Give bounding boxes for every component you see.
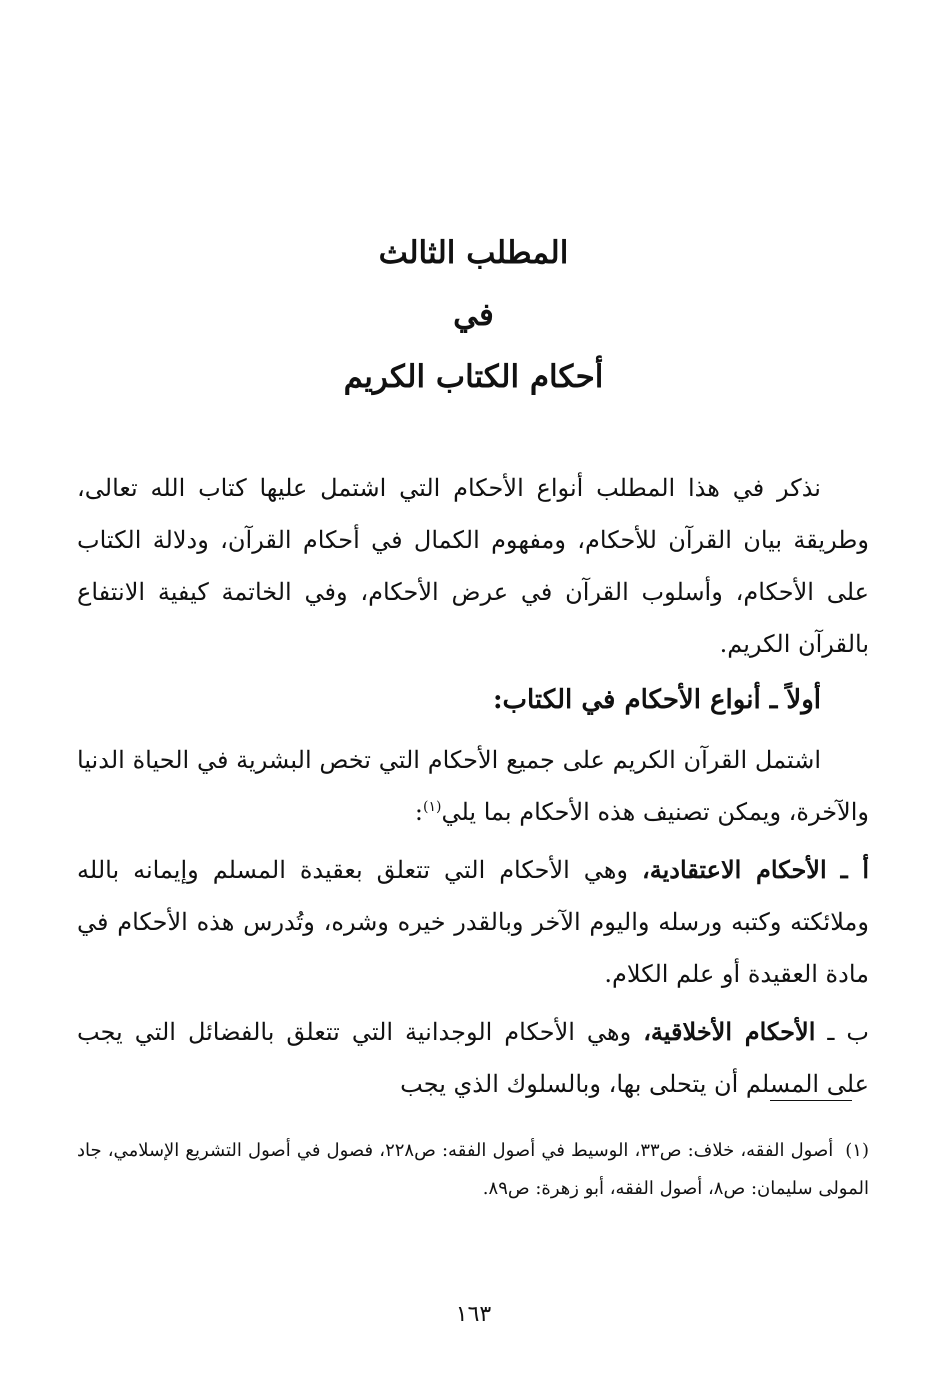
- item-text: وهي الأحكام الوجدانية التي تتعلق بالفضائل التي يجب على المسلم أن يتحلى بها، وبالسلوك الذي يجب: [77, 1018, 869, 1098]
- section-heading: [0, 222, 947, 408]
- footnote: [77, 1132, 869, 1208]
- body-text: [77, 462, 869, 1110]
- item-text: وهي الأحكام التي تتعلق بعقيدة المسلم وإيمانه بالله وملائكته وكتبه ورسله واليوم الآخر وبالقدر خيره وشره، وتُدرس هذه الأحكام في مادة العقيدة أو علم الكلام.: [77, 856, 869, 988]
- list-item: [77, 1006, 869, 1110]
- footnote-divider: [770, 1100, 852, 1101]
- heading-line-2: في: [453, 297, 494, 333]
- heading-line-1: المطلب الثالث: [378, 235, 569, 271]
- footnote-reference[interactable]: (١): [422, 799, 442, 815]
- section-1-colon: :: [414, 798, 423, 826]
- item-term: الأحكام الاعتقادية،: [642, 855, 827, 884]
- heading-line-3: أحكام الكتاب الكريم: [343, 359, 604, 395]
- page-number: ١٦٣: [455, 1302, 492, 1327]
- list-item: [77, 844, 869, 1000]
- footnote-text: أصول الفقه، خلاف: ص٣٣، الوسيط في أصول الفقه: ص٢٢٨، فصول في أصول التشريع الإسلامي، جاد المولى سليمان: ص٨، أصول الفقه، أبو زهرة: ص٨٩.: [77, 1140, 869, 1199]
- item-label: أ ـ: [840, 855, 870, 884]
- section-1-title: أولاً ـ أنواع الأحكام في الكتاب:: [492, 685, 821, 715]
- item-label: ب ـ: [827, 1018, 869, 1046]
- section-1-paragraph: [77, 734, 869, 838]
- section-1-text: اشتمل القرآن الكريم على جميع الأحكام التي تخص البشرية في الحياة الدنيا والآخرة، ويمكن تصنيف هذه الأحكام بما يلي: [77, 746, 869, 826]
- footnote-marker: (١): [845, 1140, 869, 1161]
- item-term: الأحكام الأخلاقية،: [643, 1017, 816, 1046]
- intro-paragraph: نذكر في هذا المطلب أنواع الأحكام التي اشتمل عليها كتاب الله تعالى، وطريقة بيان القرآن للأحكام، ومفهوم الكمال في أحكام القرآن، ودلالة الكتاب على الأحكام، وأسلوب القرآن في عرض الأحكام، وفي الخاتمة كيفية الانتفاع بالقرآن الكريم.: [77, 474, 869, 658]
